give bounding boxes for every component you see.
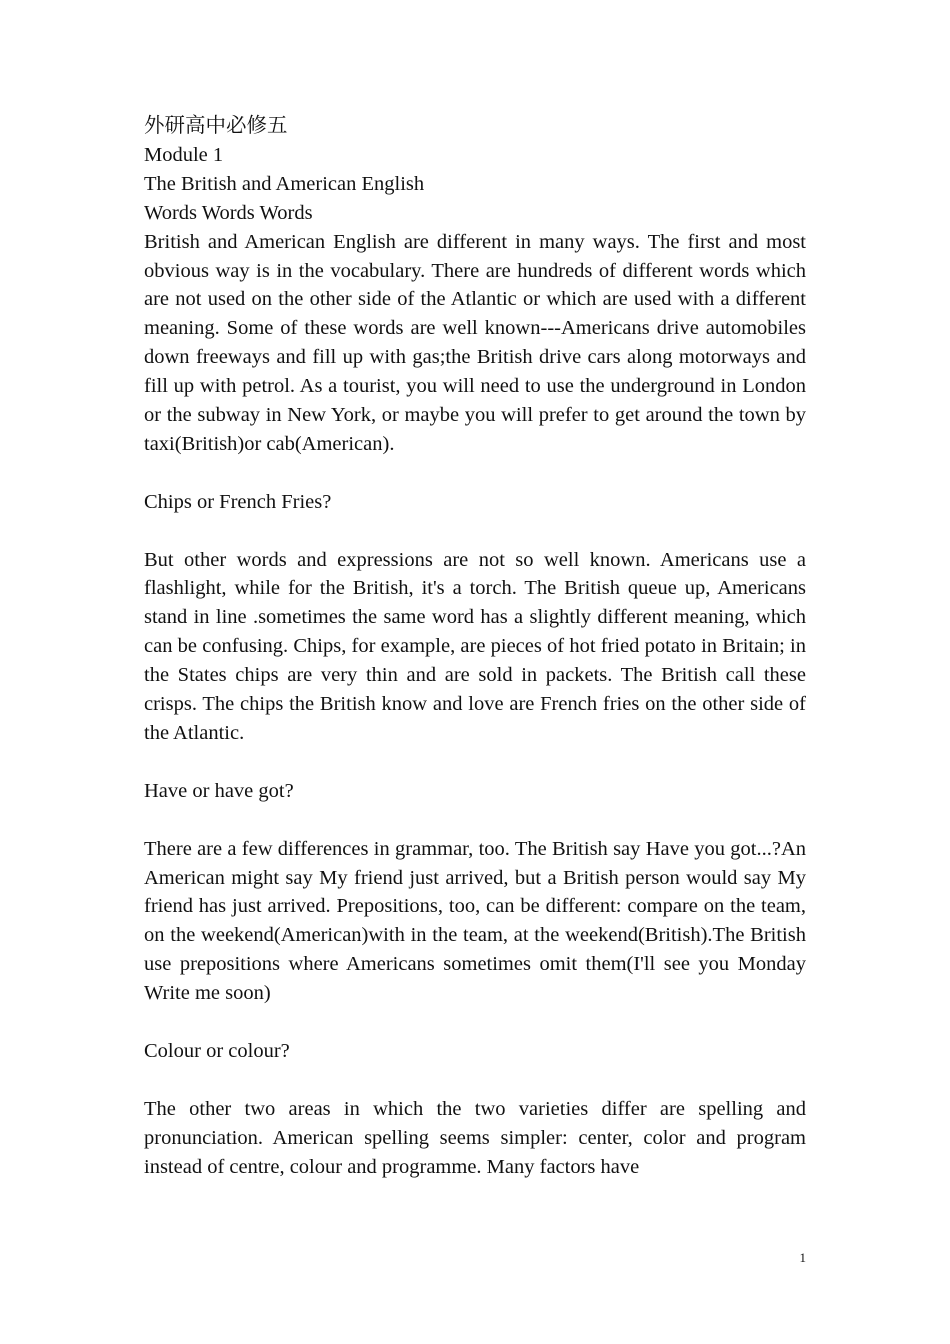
heading-colour-or-colour: Colour or colour? (144, 1039, 290, 1062)
blank-line (144, 1008, 806, 1037)
chinese-course-title: 外研高中必修五 (144, 115, 288, 137)
module-label: Module 1 (144, 143, 224, 166)
section-title: Words Words Words (144, 201, 313, 224)
blank-line (144, 459, 806, 488)
document-body (144, 112, 806, 1181)
blank-line (144, 517, 806, 546)
heading-have-or-have-got: Have or have got? (144, 779, 294, 802)
paragraph-grammar: There are a few differences in grammar, too. The British say Have you got...?An American might say My friend just arrived, but a British person would say My friend has just arrived. Prepositions, too, can be different: compare on the team, on the weekend(American)with in the team, at the weekend(British).The British use prepositions where Americans sometimes omit them(I'll see you Monday Write me soon) (144, 837, 806, 1005)
blank-line (144, 806, 806, 835)
lesson-title: The British and American English (144, 172, 425, 195)
paragraph-spelling-pronunciation: The other two areas in which the two varieties differ are spelling and pronunciation. American spelling seems simpler: center, color and program instead of centre, colour and programme. Many factors have (144, 1097, 806, 1178)
blank-line (144, 748, 806, 777)
page-number: 1 (799, 1250, 806, 1265)
paragraph-words-expressions: But other words and expressions are not so well known. Americans use a flashlight, while for the British, it's a torch. The British queue up, Americans stand in line .sometimes the same word has a slightly different meaning, which can be confusing. Chips, for example, are pieces of hot fried potato in Britain; in the States chips are very thin and are sold in packets. The British call these crisps. The chips the British know and love are French fries on the other side of the Atlantic. (144, 548, 806, 744)
blank-line (144, 1066, 806, 1095)
heading-chips-or-french-fries: Chips or French Fries? (144, 490, 332, 513)
paragraph-vocabulary: British and American English are different in many ways. The first and most obvious way is in the vocabulary. There are hundreds of different words which are not used on the other side of the Atlantic or which are used with a different meaning. Some of these words are well known---Americans drive automobiles down freeways and fill up with gas;the British drive cars along motorways and fill up with petrol. As a tourist, you will need to use the underground in London or the subway in New York, or maybe you will prefer to get around the town by taxi(British)or cab(American). (144, 230, 806, 455)
